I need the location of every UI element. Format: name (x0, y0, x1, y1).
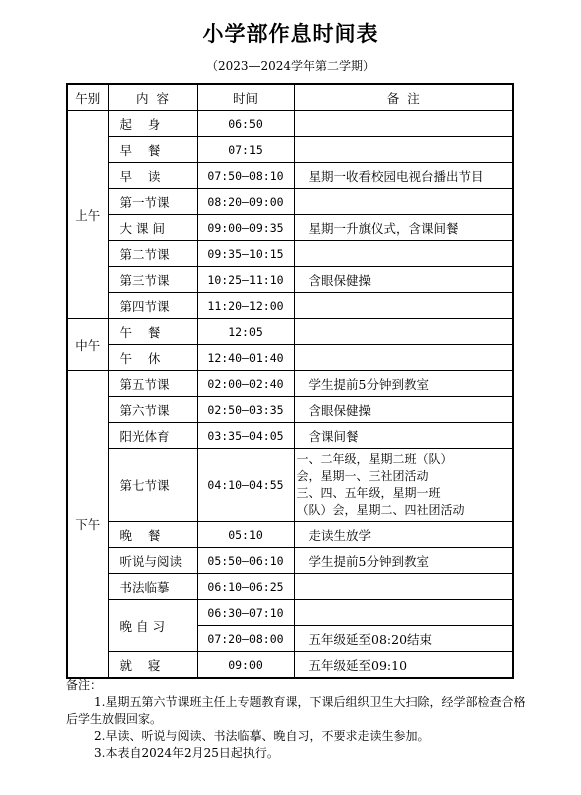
table-row (67, 293, 513, 319)
row-item: 晚 自 习 (108, 600, 197, 652)
section-morning: 上午 (67, 111, 108, 319)
row-note: 含课间餐 (294, 423, 513, 449)
row-item: 第二节课 (108, 241, 197, 267)
row-note: 星期一升旗仪式，含课间餐 (294, 215, 513, 241)
row-note (294, 111, 513, 137)
table-row (67, 241, 513, 267)
table-row (67, 652, 513, 679)
row-item: 第六节课 (108, 397, 197, 423)
notes-label: 备注： (66, 678, 103, 692)
row-note: 学生提前5分钟到教室 (294, 548, 513, 574)
row-time: 03:35—04:05 (197, 423, 294, 449)
row-item: 起 身 (108, 111, 197, 137)
row-item: 第五节课 (108, 371, 197, 397)
row-item: 晚 餐 (108, 522, 197, 548)
row-item: 早 餐 (108, 137, 197, 163)
row-time: 05:10 (197, 522, 294, 548)
row-item: 听说与阅读 (108, 548, 197, 574)
row-time: 09:00—09:35 (197, 215, 294, 241)
header-time: 时间 (197, 84, 294, 111)
row-time: 12:40—01:40 (197, 345, 294, 371)
table-row (67, 215, 513, 241)
notes-section (66, 677, 526, 762)
row-note (294, 241, 513, 267)
row-note (294, 600, 513, 626)
section-noon: 中午 (67, 319, 108, 371)
header-item: 内 容 (108, 84, 197, 111)
row-time: 07:15 (197, 137, 294, 163)
row-note: 学生提前5分钟到教室 (294, 371, 513, 397)
table-row (67, 423, 513, 449)
row-time: 06:30—07:10 (197, 600, 294, 626)
note-item: 1.星期五第六节课班主任上专题教育课，下课后组织卫生大扫除，经学部检查合格后学生放假回家。 (66, 695, 526, 726)
note-item: 3.本表自2024年2月25日起执行。 (94, 746, 279, 760)
table-row (67, 371, 513, 397)
row-item: 阳光体育 (108, 423, 197, 449)
row-note: 五年级延至08:20结束 (294, 626, 513, 652)
page-subtitle: （2023—2024学年第二学期） (205, 59, 376, 73)
row-note: 走读生放学 (294, 522, 513, 548)
row-item: 第三节课 (108, 267, 197, 293)
row-item: 就 寝 (108, 652, 197, 679)
table-row (67, 600, 513, 626)
row-time: 08:20—09:00 (197, 189, 294, 215)
table-row (67, 522, 513, 548)
row-note (294, 293, 513, 319)
row-note (294, 137, 513, 163)
header-note: 备 注 (294, 84, 513, 111)
row-time: 06:50 (197, 111, 294, 137)
table-row (67, 548, 513, 574)
row-note: 星期一收看校园电视台播出节目 (294, 163, 513, 189)
row-time: 04:10—04:55 (197, 449, 294, 522)
page-title: 小学部作息时间表 (202, 21, 379, 46)
row-note: 一、二年级，星期二班（队） 会，星期一、三社团活动 三、四、五年级，星期一班 （队）会，星期二、四社团活动 (294, 449, 513, 522)
table-row (67, 574, 513, 600)
row-item: 书法临摹 (108, 574, 197, 600)
row-item: 午 餐 (108, 319, 197, 345)
row-note (294, 319, 513, 345)
table-row (67, 397, 513, 423)
schedule-table (66, 83, 514, 679)
row-time: 07:20—08:00 (197, 626, 294, 652)
row-time: 07:50—08:10 (197, 163, 294, 189)
row-time: 11:20—12:00 (197, 293, 294, 319)
table-row (67, 345, 513, 371)
table-row (67, 137, 513, 163)
row-time: 09:35—10:15 (197, 241, 294, 267)
row-note (294, 189, 513, 215)
table-row (67, 189, 513, 215)
section-afternoon: 下午 (67, 371, 108, 679)
row-note (294, 345, 513, 371)
row-item: 午 休 (108, 345, 197, 371)
row-item: 第一节课 (108, 189, 197, 215)
row-time: 12:05 (197, 319, 294, 345)
note-item: 2.早读、听说与阅读、书法临摹、晚自习，不要求走读生参加。 (94, 729, 430, 743)
row-time: 02:50—03:35 (197, 397, 294, 423)
row-time: 10:25—11:10 (197, 267, 294, 293)
header-row (67, 84, 513, 111)
row-item: 大 课 间 (108, 215, 197, 241)
row-item: 早 读 (108, 163, 197, 189)
row-note: 含眼保健操 (294, 267, 513, 293)
row-time: 02:00—02:40 (197, 371, 294, 397)
row-time: 05:50—06:10 (197, 548, 294, 574)
row-time: 06:10—06:25 (197, 574, 294, 600)
row-note: 五年级延至09:10 (294, 652, 513, 679)
row-item: 第七节课 (108, 449, 197, 522)
table-row (67, 449, 513, 522)
header-section: 午别 (67, 84, 108, 111)
table-row (67, 163, 513, 189)
table-row (67, 319, 513, 345)
row-note (294, 574, 513, 600)
row-item: 第四节课 (108, 293, 197, 319)
table-row (67, 111, 513, 137)
row-time: 09:00 (197, 652, 294, 679)
table-row (67, 267, 513, 293)
row-note: 含眼保健操 (294, 397, 513, 423)
